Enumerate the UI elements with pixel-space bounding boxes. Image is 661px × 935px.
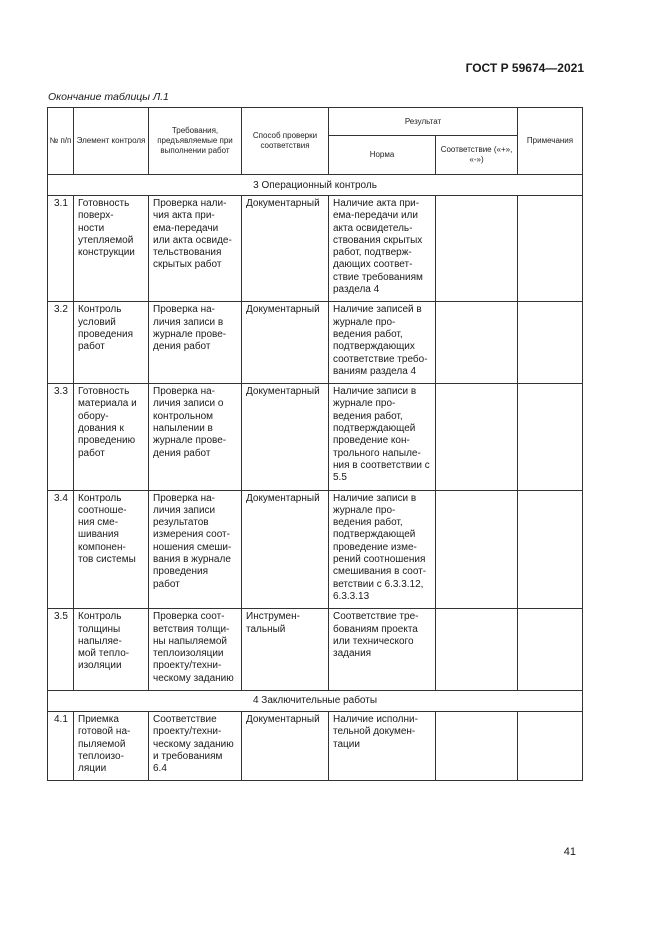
cell-num: 3.3	[48, 384, 74, 490]
cell-num: 4.1	[48, 711, 74, 780]
cell-method: Инструмен- тальный	[242, 609, 329, 691]
cell-notes	[518, 711, 583, 780]
cell-element: Контроль условий проведения работ	[74, 302, 149, 384]
cell-notes	[518, 609, 583, 691]
col-header-notes: Примечания	[518, 108, 583, 175]
cell-norm: Наличие записи в журнале про- ведения работ, подтверждающей проведение кон- трольного напыле- ния в соответствии с 5.5	[329, 384, 436, 490]
cell-notes	[518, 196, 583, 302]
cell-method: Документарный	[242, 302, 329, 384]
cell-compliance	[436, 490, 518, 609]
table-row	[48, 196, 583, 302]
cell-method: Документарный	[242, 196, 329, 302]
cell-notes	[518, 302, 583, 384]
table-row	[48, 711, 583, 780]
table-row	[48, 609, 583, 691]
cell-norm: Наличие исполни- тельной докумен- тации	[329, 711, 436, 780]
cell-num: 3.2	[48, 302, 74, 384]
table-row	[48, 384, 583, 490]
cell-num: 3.4	[48, 490, 74, 609]
cell-compliance	[436, 196, 518, 302]
cell-element: Приемка готовой на- пыляемой теплоизо- ляции	[74, 711, 149, 780]
table-row	[48, 490, 583, 609]
col-header-method: Способ проверки соответствия	[242, 108, 329, 175]
col-header-compliance: Соответствие («+», «-»)	[436, 136, 518, 175]
col-header-norm: Норма	[329, 136, 436, 175]
cell-norm: Наличие записей в журнале про- ведения работ, подтверждающих соответствие требо- ваниям раздела 4	[329, 302, 436, 384]
col-header-requirements: Требования, предъявляемые при выполнении работ	[149, 108, 242, 175]
cell-requirements: Проверка на- личия записи о контрольном напылении в журнале прове- дения работ	[149, 384, 242, 490]
section-row	[48, 690, 583, 711]
section-title: 4 Заключительные работы	[48, 690, 583, 711]
cell-element: Контроль соотноше- ния сме- шивания компонен- тов системы	[74, 490, 149, 609]
cell-method: Документарный	[242, 490, 329, 609]
cell-requirements: Проверка на- личия записи в журнале прове- дения работ	[149, 302, 242, 384]
col-header-element: Элемент контроля	[74, 108, 149, 175]
cell-element: Контроль толщины напыляе- мой тепло- изоляции	[74, 609, 149, 691]
cell-num: 3.5	[48, 609, 74, 691]
cell-notes	[518, 384, 583, 490]
cell-norm: Наличие акта при- ема-передачи или акта освидетель- ствования скрытых работ, подтверж- дающих соответ- ствие требованиям раздела 4	[329, 196, 436, 302]
cell-requirements: Проверка на- личия записи результатов измерения соот- ношения смеши- вания в журнале проведения работ	[149, 490, 242, 609]
cell-requirements: Проверка нали- чия акта при- ема-передачи или акта освиде- тельствования скрытых работ	[149, 196, 242, 302]
cell-notes	[518, 490, 583, 609]
cell-element: Готовность материала и обору- дования к проведению работ	[74, 384, 149, 490]
cell-requirements: Проверка соот- ветствия толщи- ны напыляемой теплоизоляции проекту/техни- ческому заданию	[149, 609, 242, 691]
table-caption: Окончание таблицы Л.1	[48, 91, 169, 103]
cell-num: 3.1	[48, 196, 74, 302]
cell-compliance	[436, 384, 518, 490]
cell-requirements: Соответствие проекту/техни- ческому заданию и требованиям 6.4	[149, 711, 242, 780]
col-header-result: Результат	[329, 108, 518, 136]
table-body	[48, 175, 583, 781]
cell-norm: Соответствие тре- бованиям проекта или технического задания	[329, 609, 436, 691]
col-header-num: № п/п	[48, 108, 74, 175]
inspection-table	[47, 107, 583, 781]
section-row	[48, 175, 583, 196]
cell-compliance	[436, 302, 518, 384]
table-row	[48, 302, 583, 384]
cell-compliance	[436, 711, 518, 780]
cell-element: Готовность поверх- ности утепляемой конструкции	[74, 196, 149, 302]
section-title: 3 Операционный контроль	[48, 175, 583, 196]
cell-method: Документарный	[242, 711, 329, 780]
cell-compliance	[436, 609, 518, 691]
cell-norm: Наличие записи в журнале про- ведения работ, подтверждающей проведение изме- рений соотношения смешивания в соот- ветствии с 6.3.3.12, 6.3.3.13	[329, 490, 436, 609]
cell-method: Документарный	[242, 384, 329, 490]
page-number: 41	[563, 846, 576, 858]
standard-code: ГОСТ Р 59674—2021	[465, 61, 584, 75]
